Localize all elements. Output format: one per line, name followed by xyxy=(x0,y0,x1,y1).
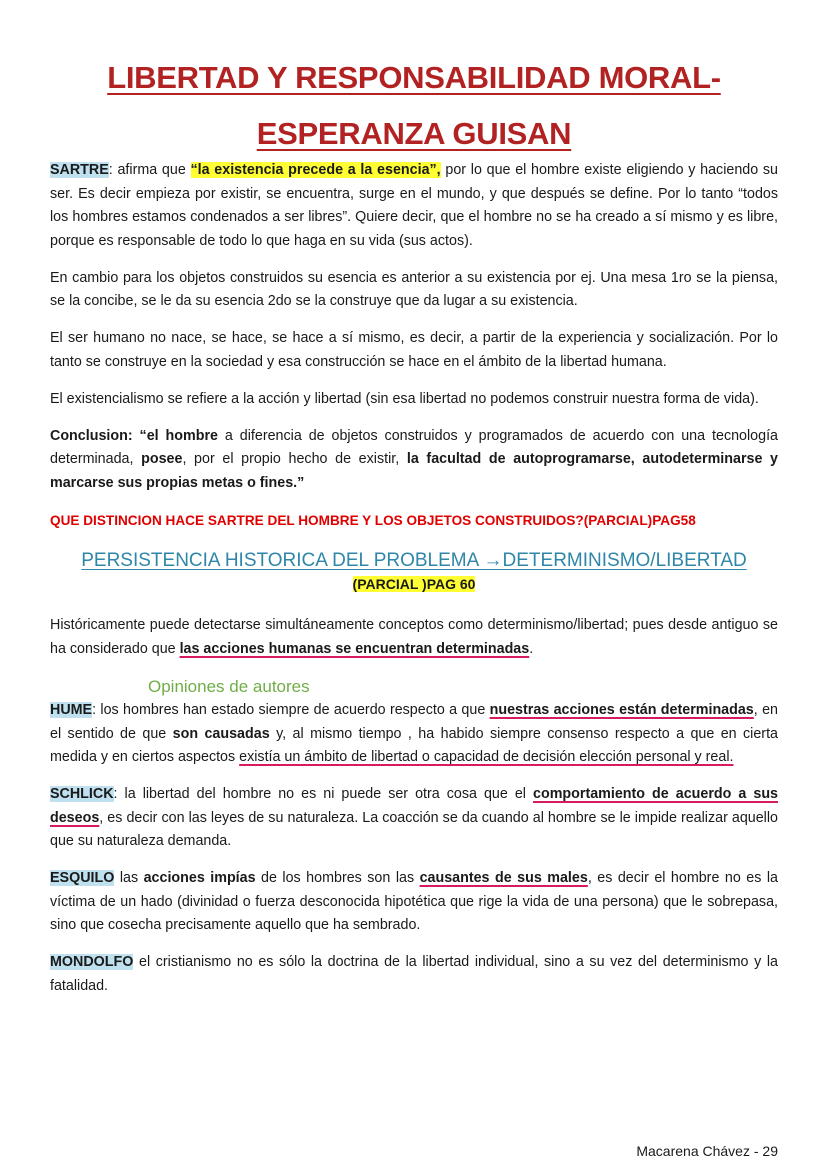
text: : “ xyxy=(127,427,147,444)
text: , es decir el hombre no es la víctima de un hado (divinidad o fuerza desconocida hipotética que rige la vida de una persona) que le sobrepasa, sino que cosecha precisamente aquello que ha sembrado. xyxy=(50,870,778,933)
section-tag-highlight: (PARCIAL )PAG 60 xyxy=(352,576,476,592)
underlined-text: nuestras acciones están determinadas xyxy=(489,702,754,718)
bold-text: son causadas xyxy=(172,725,270,742)
paragraph-schlick xyxy=(50,783,778,854)
text: , es decir con las leyes de su naturaleza. La coacción se da cuando al hombre se le impide realizar aquello que su naturaleza demanda. xyxy=(50,809,778,849)
paragraph-conclusion xyxy=(50,425,778,496)
author-name-esquilo: ESQUILO xyxy=(50,870,115,886)
paragraph-existencialismo: El existencialismo se refiere a la acción y libertad (sin esa libertad no podemos construir nuestra forma de vida). xyxy=(50,390,759,407)
opiniones-heading: Opiniones de autores xyxy=(148,677,310,696)
section-title: PERSISTENCIA HISTORICA DEL PROBLEMA →DETERMINISMO/LIBERTAD xyxy=(81,550,747,571)
paragraph-objetos: En cambio para los objetos construidos su esencia es anterior a su existencia por ej. Una mesa 1ro se la piensa, se la concibe, se le da su esencia 2do se la construye que da lugar a su existencia. xyxy=(50,269,778,309)
exam-question: QUE DISTINCION HACE SARTRE DEL HOMBRE Y LOS OBJETOS CONSTRUIDOS?(PARCIAL)PAG58 xyxy=(50,512,696,528)
page-title xyxy=(50,50,778,162)
conclusion-label: Conclusion xyxy=(50,427,128,444)
text: . xyxy=(529,640,534,657)
text: y, al mismo tiempo , ha habido siempre consenso respecto a que en cierta medida y en ciertos aspectos xyxy=(50,725,778,765)
paragraph-mondolfo xyxy=(50,951,778,998)
author-name-mondolfo: MONDOLFO xyxy=(50,954,134,970)
author-name-schlick: SCHLICK xyxy=(50,786,114,802)
bold-text: acciones impías xyxy=(143,870,256,886)
underlined-text: comportamiento de acuerdo a sus deseos xyxy=(50,786,779,826)
text: a diferencia de objetos construidos y programados de acuerdo con una tecnología determinada, xyxy=(50,427,778,467)
paragraph-hume xyxy=(50,699,778,770)
bold-text: la facultad de autoprogramarse, autodeterminarse y marcarse sus propias metas o fines.” xyxy=(50,451,779,491)
section-tag xyxy=(50,576,778,594)
quote-highlight: “la existencia precede a la esencia”, xyxy=(190,162,441,178)
underlined-text: existía un ámbito de libertad o capacidad de decisión elección personal y real. xyxy=(239,749,734,765)
text: : los hombres han estado siempre de acuerdo respecto a que xyxy=(92,702,490,718)
title-line-1: LIBERTAD Y RESPONSABILIDAD MORAL- xyxy=(107,60,721,95)
author-name-sartre: SARTRE xyxy=(50,162,109,178)
text: de los hombres son las xyxy=(255,870,420,886)
text: , en el sentido de que xyxy=(50,702,778,742)
title-line-2: ESPERANZA GUISAN xyxy=(256,116,572,151)
paragraph-ser-humano: El ser humano no nace, se hace, se hace a sí mismo, es decir, a partir de la experiencia y socialización. Por lo tanto se construye en la sociedad y esa construcción se hace en el ámbito de la libertad humana. xyxy=(50,330,778,370)
page-footer: Macarena Chávez - 29 xyxy=(636,1143,778,1159)
paragraph-sartre xyxy=(50,159,778,253)
text: Históricamente puede detectarse simultáneamente conceptos como determinismo/libertad; pues desde antiguo se ha considerado que xyxy=(50,617,778,657)
text: : afirma que xyxy=(108,162,191,178)
text: : la libertad del hombre no es ni puede ser otra cosa que el xyxy=(113,786,534,802)
underlined-text: causantes de sus males xyxy=(419,870,588,886)
paragraph-esquilo xyxy=(50,867,778,938)
paragraph-historico xyxy=(50,614,778,661)
underlined-text: las acciones humanas se encuentran determinadas xyxy=(179,640,530,657)
text: , por el propio hecho de existir, xyxy=(182,451,407,467)
text: el cristianismo no es sólo la doctrina de la libertad individual, sino a su vez del determinismo y la fatalidad. xyxy=(50,954,778,994)
text: por lo que el hombre existe eligiendo y haciendo su ser. Es decir empieza por existir, se encuentra, surge en el mundo, y que después se define. Por lo tanto “todos los hombres estamos condenados a ser libres”. Quiere decir, que el hombre no se ha creado a sí mismo y es libre, porque es responsable de todo lo que haga en su vida (sus actos). xyxy=(50,162,779,249)
author-name-hume: HUME xyxy=(50,702,93,718)
text: las xyxy=(114,870,144,886)
bold-text: el hombre xyxy=(146,427,218,444)
bold-text: posee xyxy=(141,451,183,467)
